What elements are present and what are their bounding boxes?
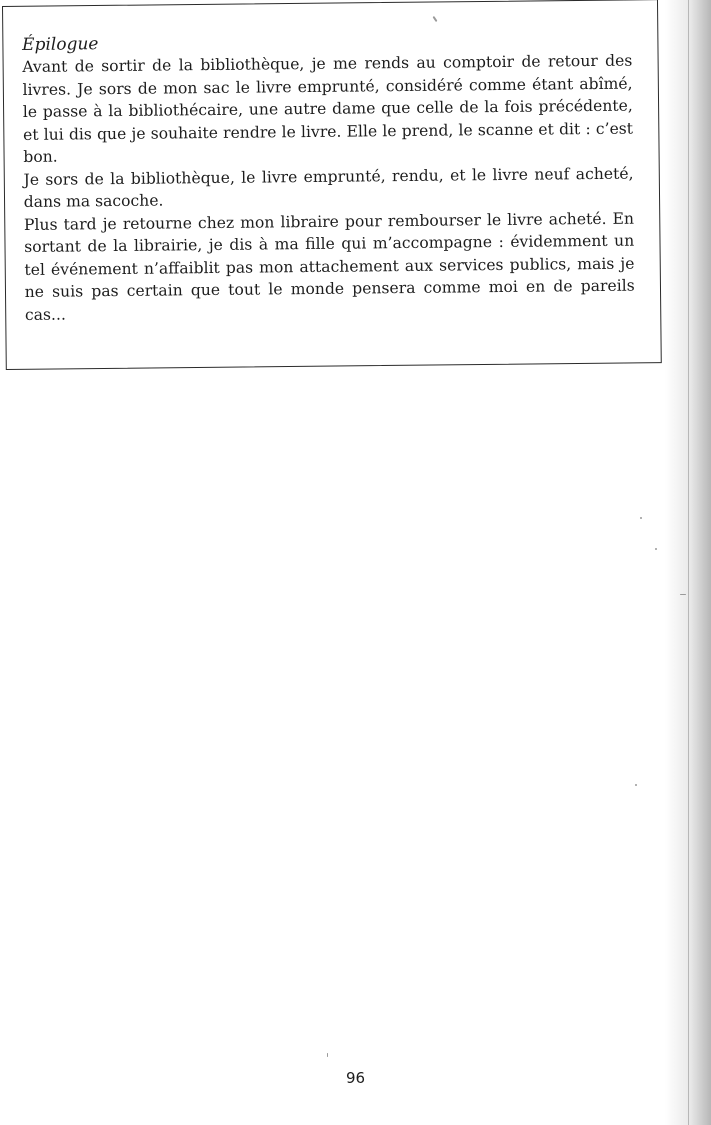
epilogue-text-block [22,28,635,326]
section-title: Épilogue [22,34,99,55]
paragraph-1: Avant de sortir de la bibliothèque, je me rends au comptoir de retour des livres. Je sors de mon sac le livre emprunté, considéré comme étant abîmé, le passe à la bibliothécaire, une autre dame que celle de la fois précédente, et lui dis que je souhaite rendre le livre. Elle le prend, le scanne et dit : c’est bon. [22,51,634,166]
paragraph-3: Plus tard je retourne chez mon libraire pour rembourser le livre acheté. En sortant de la librairie, je dis à ma fille qui m’accompagne : évidemment un tel événement n’affaiblit pas mon attachement aux services publics, mais je ne suis pas certain que tout le monde pensera comme moi en de pareils cas... [23,209,635,324]
scan-speck [680,594,686,595]
paragraph-2: Je sors de la bibliothèque, le livre emprunté, rendu, et le livre neuf acheté, dans ma sacoche. [23,164,634,211]
page-number: 96 [345,1069,366,1087]
scan-speck [655,548,657,550]
page-edge [688,0,689,1125]
scan-speck [640,517,642,519]
scan-speck [635,784,637,786]
scan-speck [327,1053,328,1057]
